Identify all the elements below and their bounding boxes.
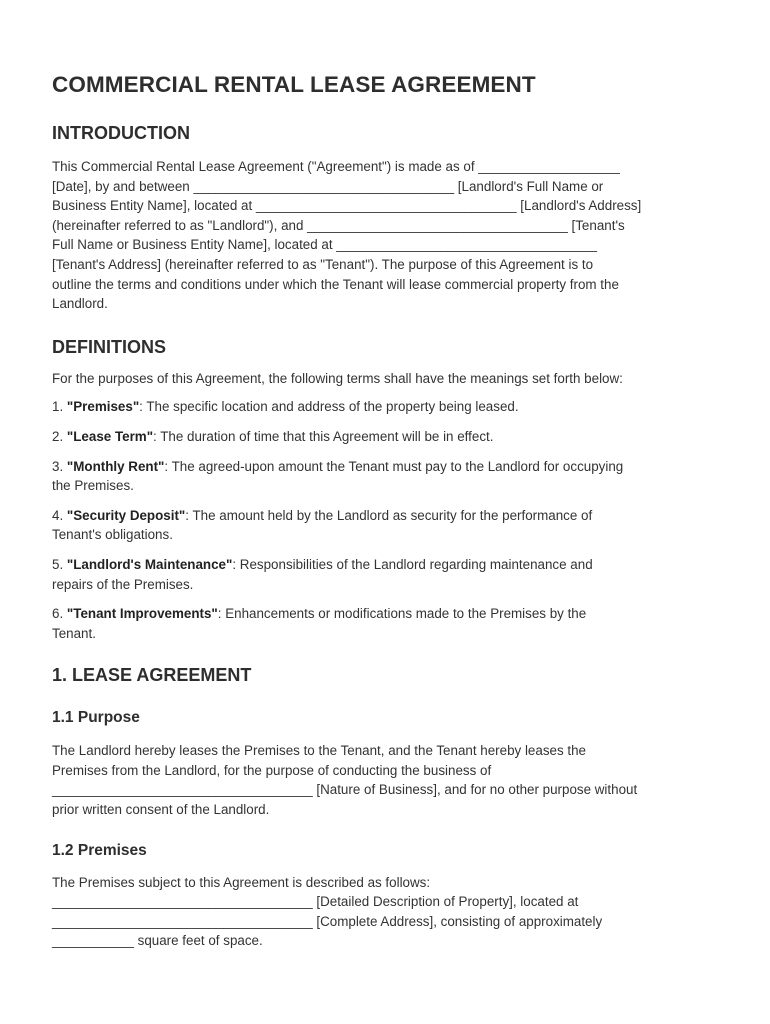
purpose-line: The Landlord hereby leases the Premises to the Tenant, and the Tenant hereby leases the xyxy=(52,743,586,759)
definitions-lead: For the purposes of this Agreement, the following terms shall have the meanings set forth below: xyxy=(52,370,623,386)
definition-term: "Tenant Improvements" xyxy=(66,606,218,622)
premises-line: The Premises subject to this Agreement is described as follows: xyxy=(52,874,431,890)
definition-term: "Lease Term" xyxy=(66,428,154,444)
definition-term: "Monthly Rent" xyxy=(66,458,165,474)
definition-text: : The amount held by the Landlord as security for the performance of xyxy=(185,507,593,523)
premises-line: ___________________________________ [Detailed Description of Property], located at xyxy=(52,894,579,910)
definitions-heading: DEFINITIONS xyxy=(52,336,167,357)
purpose-heading: 1.1 Purpose xyxy=(52,709,140,727)
introduction-line: [Date], by and between ___________________________________ [Landlord's Full Name or xyxy=(52,178,604,194)
definition-text: Tenant's obligations. xyxy=(52,527,173,543)
definition-item-lease-term xyxy=(52,427,718,447)
definition-item-tenant-improvements xyxy=(52,604,718,643)
definition-number: 1. xyxy=(52,399,64,415)
document-title: COMMERCIAL RENTAL LEASE AGREEMENT xyxy=(52,72,536,97)
introduction-heading: INTRODUCTION xyxy=(52,123,190,143)
premises-line: ___________ square feet of space. xyxy=(52,933,263,949)
definition-text: : Enhancements or modifications made to the Premises by the xyxy=(217,606,587,622)
definition-number: 4. xyxy=(52,507,64,523)
definitions-list xyxy=(52,397,718,643)
definition-item-monthly-rent xyxy=(52,457,718,496)
definition-number: 2. xyxy=(52,428,64,444)
purpose-line: prior written consent of the Landlord. xyxy=(52,802,270,818)
definition-term: "Landlord's Maintenance" xyxy=(66,556,233,572)
definition-number: 6. xyxy=(52,606,64,622)
definition-text: repairs of the Premises. xyxy=(52,576,194,592)
definition-item-premises xyxy=(52,397,718,417)
premises-heading: 1.2 Premises xyxy=(52,841,147,859)
definition-text: : The specific location and address of the property being leased. xyxy=(139,399,519,415)
premises-line: ___________________________________ [Complete Address], consisting of approximately xyxy=(52,913,603,929)
premises-paragraph xyxy=(52,873,718,951)
introduction-line: Business Entity Name], located at ___________________________________ [Landlord's Address] xyxy=(52,198,642,214)
definition-term: "Premises" xyxy=(66,399,140,415)
definition-term: "Security Deposit" xyxy=(66,507,186,523)
purpose-line: ___________________________________ [Nature of Business], and for no other purpose without xyxy=(52,782,638,798)
definition-text: : Responsibilities of the Landlord regarding maintenance and xyxy=(232,556,593,572)
purpose-paragraph xyxy=(52,741,718,819)
lease-agreement-heading: 1. LEASE AGREEMENT xyxy=(52,665,252,686)
definition-item-landlords-maintenance xyxy=(52,555,718,594)
definition-number: 3. xyxy=(52,458,64,474)
definition-text: : The duration of time that this Agreement will be in effect. xyxy=(153,428,494,444)
introduction-line: Landlord. xyxy=(52,296,108,312)
introduction-line: [Tenant's Address] (hereinafter referred to as "Tenant"). The purpose of this Agreement is to xyxy=(52,256,594,272)
introduction-line: outline the terms and conditions under which the Tenant will lease commercial property from the xyxy=(52,276,619,292)
introduction-paragraph xyxy=(52,157,718,314)
introduction-line: (hereinafter referred to as "Landlord"), and ___________________________________ [Tenant's xyxy=(52,217,625,233)
introduction-line: Full Name or Business Entity Name], located at ___________________________________ xyxy=(52,237,597,253)
definition-text: : The agreed-upon amount the Tenant must pay to the Landlord for occupying xyxy=(164,458,624,474)
introduction-line: This Commercial Rental Lease Agreement ("Agreement") is made as of ___________________ xyxy=(52,159,620,174)
definition-text: Tenant. xyxy=(52,625,96,641)
definition-text: the Premises. xyxy=(52,478,134,494)
definition-number: 5. xyxy=(52,556,64,572)
purpose-line: Premises from the Landlord, for the purpose of conducting the business of xyxy=(52,762,492,778)
definition-item-security-deposit xyxy=(52,506,718,545)
